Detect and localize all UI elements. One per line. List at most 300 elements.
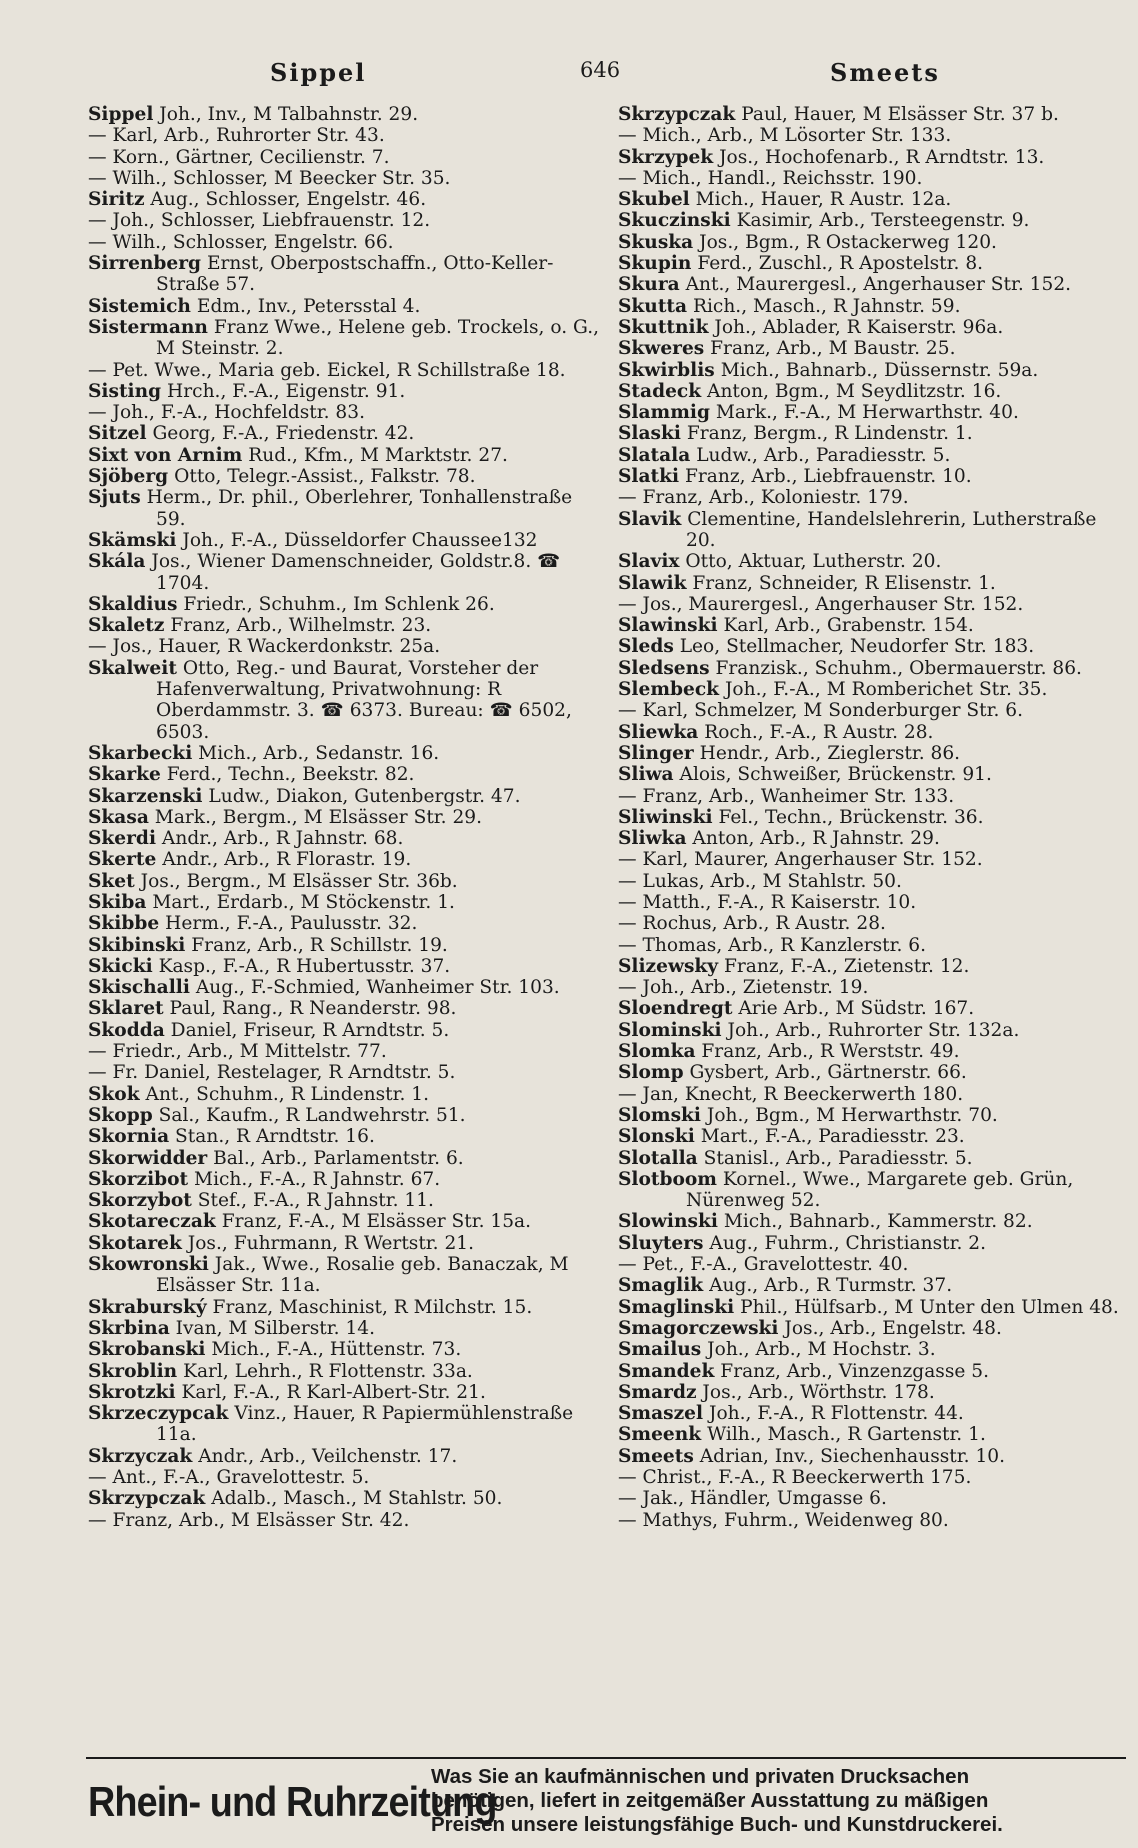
directory-entry — [618, 956, 1124, 977]
entry-details: Bal., Arb., Parlamentstr. 6. — [207, 1147, 464, 1169]
entry-surname: Sippel — [88, 104, 154, 125]
directory-entry — [88, 360, 602, 381]
entry-surname: Sluyters — [618, 1232, 704, 1254]
entry-details: Rich., Masch., R Jahnstr. 59. — [687, 295, 961, 317]
entry-surname: Skaldius — [88, 593, 178, 615]
entry-details: — Matth., F.-A., R Kaiserstr. 10. — [618, 891, 917, 913]
entry-surname: Skroblin — [88, 1360, 178, 1382]
entry-surname: Skämski — [88, 529, 177, 551]
entry-details: Sal., Kaufm., R Landwehrstr. 51. — [152, 1104, 466, 1126]
entry-surname: Slizewsky — [618, 955, 719, 977]
directory-entry — [88, 871, 602, 892]
entry-details: — Joh., F.-A., Hochfeldstr. 83. — [88, 402, 365, 424]
entry-details: — Karl, Schmelzer, M Sonderburger Str. 6. — [618, 700, 1024, 722]
entry-details: Jak., Wwe., Rosalie geb. Banaczak, M Elsässer Str. 11a. — [156, 1254, 569, 1297]
entry-surname: Skála — [88, 551, 146, 573]
directory-entry — [618, 658, 1124, 679]
entry-details: Roch., F.-A., R Austr. 28. — [698, 721, 934, 743]
directory-entry — [88, 892, 602, 913]
entry-details: Adrian, Inv., Siechenhausstr. 10. — [693, 1445, 1006, 1467]
entry-surname: Skupin — [618, 253, 692, 275]
entry-surname: Slotalla — [618, 1147, 698, 1169]
directory-entry — [618, 977, 1124, 998]
entry-surname: Skibinski — [88, 934, 186, 956]
entry-details: Ferd., Zuschl., R Apostelstr. 8. — [691, 253, 984, 275]
entry-surname: Skweres — [618, 338, 705, 360]
entry-surname: Slavix — [618, 551, 680, 573]
entry-details: — Wilh., Schlosser, M Beecker Str. 35. — [88, 167, 451, 189]
entry-surname: Slavik — [618, 508, 682, 530]
entry-details: Anton, Bgm., M Seydlitzstr. 16. — [701, 380, 1002, 402]
directory-entry — [618, 1361, 1124, 1382]
directory-entry — [618, 1062, 1124, 1083]
directory-entry — [618, 892, 1124, 913]
entry-surname: Skarzenski — [88, 785, 203, 807]
entry-details: — Franz, Arb., Koloniestr. 179. — [618, 487, 909, 509]
entry-details: Adalb., Masch., M Stahlstr. 50. — [205, 1488, 503, 1510]
directory-entry — [88, 1084, 602, 1105]
entry-details: Jos., Arb., Engelstr. 48. — [778, 1317, 1002, 1339]
directory-entry — [88, 551, 602, 594]
entry-details: — Karl, Maurer, Angerhauser Str. 152. — [618, 849, 983, 871]
directory-entry — [618, 636, 1124, 657]
directory-entry — [618, 1339, 1124, 1360]
directory-entry — [88, 1169, 602, 1190]
entry-details: Alois, Schweißer, Brückenstr. 91. — [673, 764, 992, 786]
entry-surname: Slatala — [618, 444, 691, 466]
entry-details: Jos., Arb., Wörthstr. 178. — [696, 1381, 935, 1403]
directory-entry — [618, 807, 1124, 828]
entry-surname: Skwirblis — [618, 359, 715, 381]
ad-line: benötigen, liefert in zeitgemäßer Ausstattung zu mäßigen — [431, 1789, 989, 1812]
directory-entry — [618, 871, 1124, 892]
directory-entry — [88, 849, 602, 870]
entry-details: Jos., Hochofenarb., R Arndtstr. 13. — [713, 146, 1045, 168]
directory-entry — [618, 487, 1124, 508]
entry-details: Mart., F.-A., Paradiesstr. 23. — [694, 1126, 965, 1148]
entry-surname: Slatki — [618, 466, 680, 488]
directory-entry — [618, 849, 1124, 870]
entry-details: Karl, F.-A., R Karl-Albert-Str. 21. — [175, 1381, 486, 1403]
directory-entry — [618, 1275, 1124, 1296]
entry-surname: Smandek — [618, 1360, 715, 1382]
entry-details: — Franz, Arb., M Elsässer Str. 42. — [88, 1509, 410, 1531]
entry-details: Joh., Inv., M Talbahnstr. 29. — [153, 104, 419, 125]
entry-details: Otto, Telegr.-Assist., Falkstr. 78. — [168, 466, 476, 488]
entry-surname: Sitzel — [88, 423, 147, 445]
directory-entry — [618, 1233, 1124, 1254]
entry-surname: Slawik — [618, 572, 687, 594]
entry-details: Jos., Bgm., R Ostackerweg 120. — [693, 231, 997, 253]
directory-entry — [88, 977, 602, 998]
entry-details: Wilh., Masch., R Gartenstr. 1. — [701, 1424, 986, 1446]
entry-details: Paul, Rang., R Neanderstr. 98. — [163, 998, 457, 1020]
directory-entry — [618, 786, 1124, 807]
directory-entry — [88, 1361, 602, 1382]
left-column — [88, 104, 602, 1531]
entry-details: — Christ., F.-A., R Beeckerwerth 175. — [618, 1467, 972, 1488]
directory-entry — [618, 551, 1124, 572]
entry-surname: Skrzeczypcak — [88, 1403, 229, 1425]
entry-details: Jos., Fuhrmann, R Wertstr. 21. — [181, 1232, 475, 1254]
entry-details: Aug., F.-Schmied, Wanheimer Str. 103. — [189, 977, 560, 999]
directory-entry — [618, 402, 1124, 423]
directory-entry — [88, 1488, 602, 1509]
entry-surname: Skubel — [618, 189, 690, 211]
directory-entry — [88, 828, 602, 849]
entry-surname: Smardz — [618, 1381, 697, 1403]
entry-details: Hendr., Arb., Zieglerstr. 86. — [693, 742, 961, 764]
entry-surname: Smaglik — [618, 1275, 704, 1297]
entry-details: Herm., F.-A., Paulusstr. 32. — [159, 913, 418, 935]
entry-details: — Pet. Wwe., Maria geb. Eickel, R Schillstraße 18. — [88, 359, 566, 381]
entry-surname: Sistermann — [88, 316, 208, 338]
entry-surname: Slinger — [618, 742, 694, 764]
directory-entry — [88, 1105, 602, 1126]
entry-surname: Smeets — [618, 1445, 694, 1467]
directory-entry — [88, 1126, 602, 1147]
page-number: 646 — [580, 58, 621, 82]
entry-surname: Skuska — [618, 231, 694, 253]
entry-surname: Skutta — [618, 295, 688, 317]
directory-entry — [88, 1510, 602, 1531]
entry-details: — Ant., F.-A., Gravelottestr. 5. — [88, 1467, 370, 1488]
newspaper-brand: Rhein- und Ruhrzeitung — [88, 1778, 497, 1825]
entry-surname: Skornia — [88, 1126, 170, 1148]
entry-surname: Skorzybot — [88, 1190, 192, 1212]
entry-details: Franzisk., Schuhm., Obermauerstr. 86. — [709, 657, 1082, 679]
entry-surname: Skarbecki — [88, 742, 193, 764]
directory-entry — [88, 807, 602, 828]
entry-details: Rud., Kfm., M Marktstr. 27. — [242, 444, 508, 466]
entry-surname: Sliwka — [618, 828, 687, 850]
directory-entry — [618, 764, 1124, 785]
directory-entry — [88, 1382, 602, 1403]
entry-surname: Smaglinski — [618, 1296, 735, 1318]
directory-entry — [618, 466, 1124, 487]
directory-entry — [88, 594, 602, 615]
entry-surname: Sliwinski — [618, 806, 713, 828]
directory-entry — [88, 658, 602, 743]
entry-surname: Sirrenberg — [88, 253, 202, 275]
entry-surname: Skiba — [88, 891, 147, 913]
entry-details: Franz, Arb., Vinzenzgasse 5. — [714, 1360, 990, 1382]
directory-entry — [618, 615, 1124, 636]
entry-details: — Jos., Maurergesl., Angerhauser Str. 152. — [618, 593, 1024, 615]
entry-details: Franz, Bergm., R Lindenstr. 1. — [680, 423, 973, 445]
entry-surname: Slomka — [618, 1041, 696, 1063]
directory-entry — [88, 1041, 602, 1062]
entry-surname: Slaski — [618, 423, 681, 445]
entry-surname: Sjuts — [88, 487, 141, 509]
entry-surname: Skrzypczak — [88, 1488, 206, 1510]
directory-entry — [618, 935, 1124, 956]
entry-details: Anton, Arb., R Jahnstr. 29. — [686, 828, 940, 850]
entry-surname: Sloendregt — [618, 998, 733, 1020]
entry-surname: Smaszel — [618, 1403, 704, 1425]
directory-entry — [618, 168, 1124, 189]
page-header — [0, 58, 1138, 98]
directory-entry — [88, 189, 602, 210]
directory-entry — [618, 722, 1124, 743]
entry-details: Ivan, M Silberstr. 14. — [169, 1317, 376, 1339]
entry-surname: Skorzibot — [88, 1168, 189, 1190]
entry-details: — Rochus, Arb., R Austr. 28. — [618, 913, 886, 935]
directory-entry — [88, 1211, 602, 1232]
entry-surname: Skrbina — [88, 1317, 170, 1339]
entry-surname: Skicki — [88, 955, 153, 977]
entry-details: Mich., F.-A., Hüttenstr. 73. — [205, 1339, 462, 1361]
entry-details: Gysbert, Arb., Gärtnerstr. 66. — [683, 1062, 967, 1084]
entry-details: Daniel, Friseur, R Arndtstr. 5. — [164, 1019, 450, 1041]
directory-entry — [88, 1339, 602, 1360]
directory-entry — [88, 1190, 602, 1211]
entry-surname: Skopp — [88, 1104, 153, 1126]
entry-details: Joh., F.-A., R Flottenstr. 44. — [703, 1403, 964, 1425]
entry-surname: Sistemich — [88, 295, 191, 317]
entry-details: — Jak., Händler, Umgasse 6. — [618, 1488, 887, 1510]
entry-surname: Skrzypek — [618, 146, 714, 168]
entry-details: — Joh., Arb., Zietenstr. 19. — [618, 977, 869, 999]
directory-entry — [88, 1403, 602, 1446]
directory-entry — [88, 1062, 602, 1083]
directory-entry — [618, 1020, 1124, 1041]
entry-details: Phil., Hülfsarb., M Unter den Ulmen 48. — [734, 1296, 1119, 1318]
directory-entry — [88, 636, 602, 657]
directory-entry — [88, 1254, 602, 1297]
directory-entry — [88, 125, 602, 146]
entry-details: Ernst, Oberpostschaffn., Otto-Keller-Straße 57. — [156, 253, 554, 296]
entry-details: — Wilh., Schlosser, Engelstr. 66. — [88, 231, 394, 253]
directory-entry — [618, 679, 1124, 700]
entry-details: Mich., Bahnarb., Kammerstr. 82. — [717, 1211, 1033, 1233]
directory-entry — [88, 998, 602, 1019]
directory-entry — [88, 253, 602, 296]
entry-surname: Stadeck — [618, 380, 702, 402]
entry-details: Mich., Hauer, R Austr. 12a. — [689, 189, 952, 211]
entry-details: Kasimir, Arb., Tersteegenstr. 9. — [730, 210, 1030, 232]
entry-details: Clementine, Handelslehrerin, Lutherstraße 20. — [681, 508, 1097, 551]
entry-details: Hrch., F.-A., Eigenstr. 91. — [161, 380, 406, 402]
directory-entry — [618, 1467, 1124, 1488]
entry-details: Karl, Lehrh., R Flottenstr. 33a. — [177, 1360, 473, 1382]
entry-details: — Mathys, Fuhrm., Weidenweg 80. — [618, 1509, 949, 1531]
entry-details: Mich., F.-A., R Jahnstr. 67. — [188, 1168, 441, 1190]
entry-details: — Mich., Arb., M Lösorter Str. 133. — [618, 125, 952, 147]
entry-surname: Skuczinski — [618, 210, 731, 232]
entry-details: Aug., Fuhrm., Christianstr. 2. — [703, 1232, 987, 1254]
entry-details: Franz, Arb., Liebfrauenstr. 10. — [679, 466, 972, 488]
entry-surname: Skrzypczak — [618, 104, 736, 125]
entry-details: — Jan, Knecht, R Beeckerwerth 180. — [618, 1083, 964, 1105]
entry-details: Franz, Arb., R Werststr. 49. — [695, 1041, 960, 1063]
directory-entry — [618, 700, 1124, 721]
directory-entry — [618, 253, 1124, 274]
directory-entry — [618, 1041, 1124, 1062]
entry-details: Otto, Reg.- und Baurat, Vorsteher der Hafenverwaltung, Privatwohnung: R Oberdammstr. 3. ☎ 6373. Bureau: ☎ 6502, 6503. — [156, 657, 572, 743]
entry-details: Fel., Techn., Brückenstr. 36. — [712, 806, 984, 828]
directory-entry — [618, 594, 1124, 615]
directory-entry — [88, 530, 602, 551]
directory-entry — [618, 104, 1124, 125]
directory-entry — [618, 445, 1124, 466]
entry-surname: Sjöberg — [88, 466, 169, 488]
entry-details: Franz Wwe., Helene geb. Trockels, o. G., M Steinstr. 2. — [156, 316, 600, 360]
entry-details: — Karl, Arb., Ruhrorter Str. 43. — [88, 125, 385, 147]
entry-details: Franz, F.-A., Zietenstr. 12. — [718, 955, 970, 977]
directory-entry — [88, 168, 602, 189]
directory-entry — [618, 210, 1124, 231]
entry-surname: Smeenk — [618, 1424, 702, 1446]
directory-entry — [618, 1318, 1124, 1339]
ad-line: Preisen unsere leistungsfähige Buch- und Kunstdruckerei. — [431, 1813, 1003, 1836]
entry-details: — Thomas, Arb., R Kanzlerstr. 6. — [618, 934, 927, 956]
directory-entry — [618, 1211, 1124, 1232]
entry-details: — Mich., Handl., Reichsstr. 190. — [618, 167, 923, 189]
header-right-keyword: Smeets — [830, 58, 940, 87]
entry-surname: Skarke — [88, 764, 161, 786]
directory-entry — [618, 147, 1124, 168]
directory-entry — [618, 998, 1124, 1019]
entry-details: — Franz, Arb., Wanheimer Str. 133. — [618, 785, 955, 807]
entry-surname: Smagorczewski — [618, 1317, 779, 1339]
entry-surname: Skrzyczak — [88, 1445, 193, 1467]
directory-entry — [618, 232, 1124, 253]
entry-surname: Skasa — [88, 806, 149, 828]
directory-entry — [88, 423, 602, 444]
entry-details: Joh., Ablader, R Kaiserstr. 96a. — [708, 316, 1004, 338]
directory-entry — [618, 828, 1124, 849]
directory-entry — [88, 487, 602, 530]
directory-entry — [618, 274, 1124, 295]
entry-details: Friedr., Schuhm., Im Schlenk 26. — [177, 593, 495, 615]
entry-details: Mart., Erdarb., M Stöckenstr. 1. — [146, 891, 455, 913]
entry-surname: Skrotzki — [88, 1381, 176, 1403]
directory-entry — [88, 1148, 602, 1169]
directory-entry — [618, 573, 1124, 594]
directory-entry — [88, 913, 602, 934]
entry-details: — Lukas, Arb., M Stahlstr. 50. — [618, 870, 902, 892]
entry-details: Franz, Schneider, R Elisenstr. 1. — [686, 572, 996, 594]
entry-surname: Siritz — [88, 189, 145, 211]
entry-details: Joh., F.-A., M Romberichet Str. 35. — [719, 679, 1048, 701]
directory-entry — [618, 1148, 1124, 1169]
entry-surname: Skerte — [88, 849, 157, 871]
entry-details: Andr., Arb., R Florastr. 19. — [156, 849, 412, 871]
directory-entry — [618, 1424, 1124, 1445]
entry-surname: Smailus — [618, 1339, 702, 1361]
entry-details: Ant., Schuhm., R Lindenstr. 1. — [139, 1083, 430, 1105]
directory-entry — [88, 615, 602, 636]
directory-entry — [618, 1105, 1124, 1126]
entry-details: Stan., R Arndtstr. 16. — [169, 1126, 375, 1148]
directory-entry — [618, 743, 1124, 764]
entry-surname: Sket — [88, 870, 135, 892]
directory-entry — [88, 1318, 602, 1339]
directory-entry — [88, 1020, 602, 1041]
entry-surname: Skowronski — [88, 1254, 209, 1276]
entry-details: Arie Arb., M Südstr. 167. — [732, 998, 975, 1020]
entry-details: Joh., F.-A., Düsseldorfer Chaussee132 — [176, 529, 538, 551]
entry-details: Jos., Bergm., M Elsässer Str. 36b. — [134, 870, 458, 892]
entry-surname: Skrobanski — [88, 1339, 206, 1361]
entry-details: Georg, F.-A., Friedenstr. 42. — [146, 423, 415, 445]
entry-surname: Skischalli — [88, 977, 190, 999]
entry-surname: Slomp — [618, 1062, 684, 1084]
entry-details: Herm., Dr. phil., Oberlehrer, Tonhallenstraße 59. — [140, 487, 573, 530]
entry-surname: Sisting — [88, 380, 162, 402]
directory-entry — [88, 104, 602, 125]
entry-surname: Skibbe — [88, 913, 160, 935]
advertisement-footer — [86, 1757, 1126, 1841]
entry-details: Franz, Arb., Wilhelmstr. 23. — [164, 615, 432, 637]
advertisement-text — [431, 1765, 1121, 1837]
directory-entry — [618, 509, 1124, 552]
entry-details: Franz, Maschinist, R Milchstr. 15. — [206, 1296, 533, 1318]
entry-surname: Slowinski — [618, 1211, 718, 1233]
directory-entry — [88, 147, 602, 168]
directory-entry — [618, 381, 1124, 402]
directory-entry — [88, 466, 602, 487]
entry-details: Aug., Schlosser, Engelstr. 46. — [144, 189, 427, 211]
directory-entry — [618, 296, 1124, 317]
entry-details: Otto, Aktuar, Lutherstr. 20. — [679, 551, 942, 573]
directory-entry — [88, 210, 602, 231]
directory-entry — [618, 1403, 1124, 1424]
directory-entry — [618, 360, 1124, 381]
entry-surname: Slammig — [618, 402, 710, 424]
entry-surname: Skura — [618, 274, 680, 296]
directory-entry — [88, 402, 602, 423]
directory-entry — [618, 1446, 1124, 1467]
directory-entry — [88, 935, 602, 956]
entry-details: Mich., Bahnarb., Düssernstr. 59a. — [714, 359, 1039, 381]
entry-details: Paul, Hauer, M Elsässer Str. 37 b. — [735, 104, 1059, 125]
entry-details: Jos., Wiener Damenschneider, Goldstr.8. ☎ 1704. — [145, 551, 561, 594]
directory-entry — [88, 1297, 602, 1318]
entry-surname: Slembeck — [618, 679, 720, 701]
directory-entry — [618, 913, 1124, 934]
entry-details: Ludw., Diakon, Gutenbergstr. 47. — [202, 785, 521, 807]
directory-entry — [618, 1382, 1124, 1403]
entry-surname: Skraburský — [88, 1296, 207, 1318]
entry-details: Karl, Arb., Grabenstr. 154. — [717, 615, 974, 637]
entry-details: Leo, Stellmacher, Neudorfer Str. 183. — [673, 636, 1035, 658]
entry-surname: Slomski — [618, 1104, 701, 1126]
entry-surname: Skodda — [88, 1019, 165, 1041]
directory-entry — [88, 232, 602, 253]
entry-details: Ferd., Techn., Beekstr. 82. — [160, 764, 415, 786]
entry-surname: Skotareczak — [88, 1211, 216, 1233]
entry-details: — Fr. Daniel, Restelager, R Arndtstr. 5. — [88, 1062, 456, 1084]
entry-surname: Slawinski — [618, 615, 718, 637]
directory-entry — [618, 338, 1124, 359]
directory-entry — [88, 317, 602, 360]
entry-details: Joh., Arb., Ruhrorter Str. 132a. — [721, 1019, 1020, 1041]
directory-entry — [618, 125, 1124, 146]
entry-details: Joh., Arb., M Hochstr. 3. — [701, 1339, 936, 1361]
entry-details: Mark., F.-A., M Herwarthstr. 40. — [709, 402, 1019, 424]
entry-details: Andr., Arb., R Jahnstr. 68. — [156, 828, 404, 850]
directory-entry — [618, 1488, 1124, 1509]
entry-surname: Sledsens — [618, 657, 710, 679]
entry-details: Stanisl., Arb., Paradiesstr. 5. — [697, 1147, 973, 1169]
entry-details: Aug., Arb., R Turmstr. 37. — [703, 1275, 953, 1297]
directory-entry — [618, 1169, 1124, 1212]
entry-surname: Sliwa — [618, 764, 674, 786]
entry-details: — Jos., Hauer, R Wackerdonkstr. 25a. — [88, 636, 441, 658]
entry-surname: Sklaret — [88, 998, 164, 1020]
